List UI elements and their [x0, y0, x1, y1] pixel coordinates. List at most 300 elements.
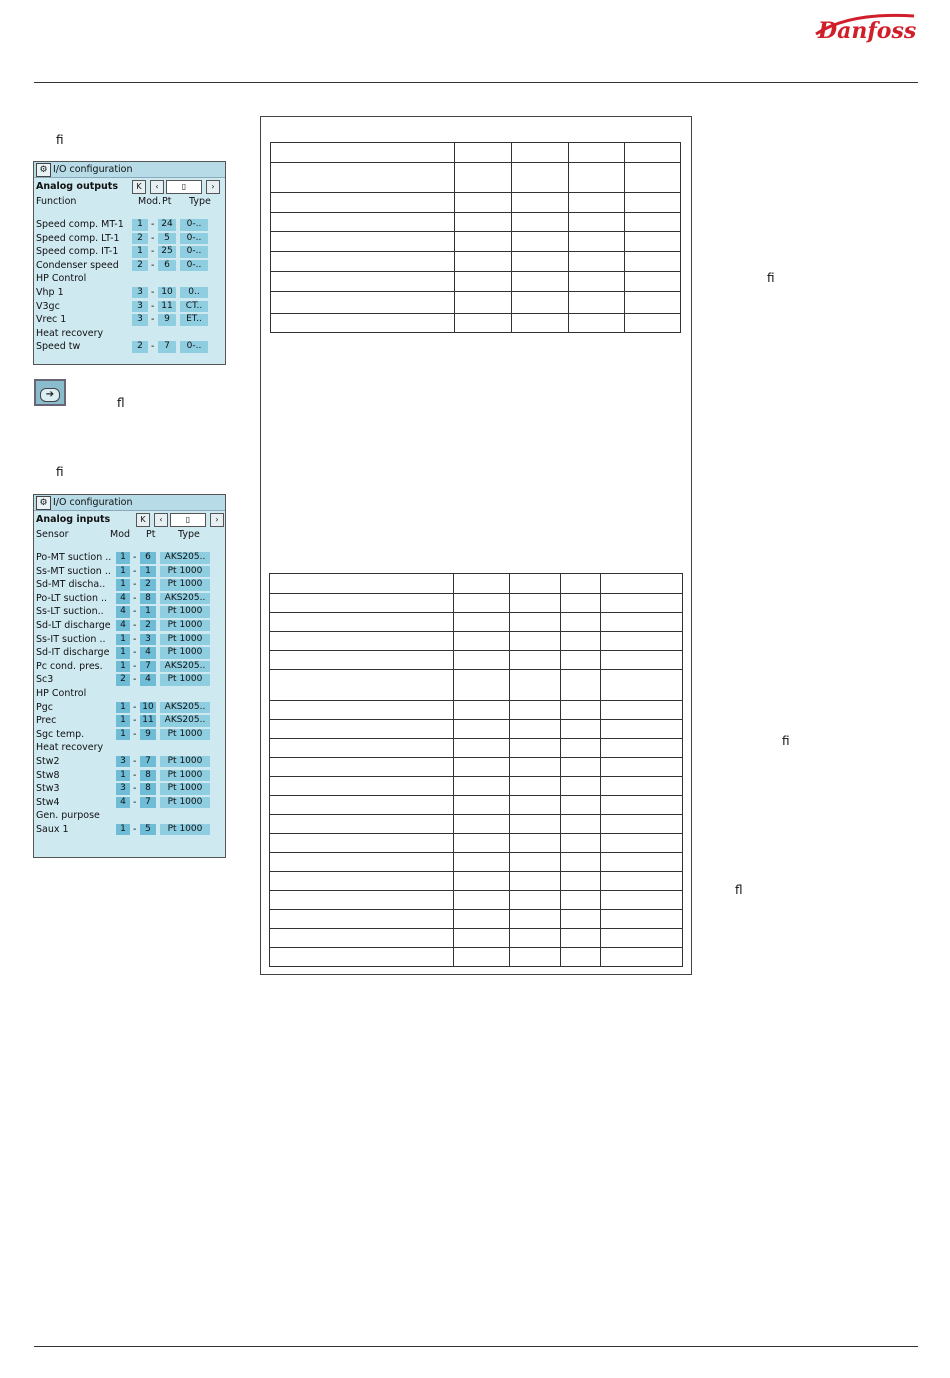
table-cell [509, 739, 560, 758]
table-cell [568, 213, 625, 232]
type-field[interactable]: AKS205.. [160, 715, 210, 727]
io-row[interactable] [34, 673, 225, 687]
separator: - [133, 579, 137, 591]
table-cell [271, 252, 455, 272]
table-cell [270, 777, 454, 796]
io-row[interactable] [34, 660, 225, 674]
table-cell [560, 891, 601, 910]
table-cell [560, 796, 601, 815]
point-field[interactable]: 7 [140, 661, 156, 673]
module-field[interactable]: 3 [132, 301, 148, 313]
io-row[interactable] [34, 592, 225, 606]
module-field[interactable]: 1 [132, 219, 148, 231]
table-cell [270, 815, 454, 834]
table-cell [271, 193, 455, 213]
table-cell [270, 632, 454, 651]
table-cell [509, 796, 560, 815]
separator: - [133, 796, 137, 808]
table-cell [601, 891, 683, 910]
io-label: Sd-LT discharge [36, 619, 111, 631]
table-cell [455, 314, 512, 333]
table-cell [271, 314, 455, 333]
io-row[interactable] [34, 218, 225, 232]
gear-icon[interactable]: ⚙ [36, 496, 51, 510]
header-function: Function [36, 196, 77, 207]
table-cell [625, 292, 681, 314]
separator: - [133, 674, 137, 686]
point-field[interactable]: 6 [158, 260, 176, 272]
table-cell [454, 777, 510, 796]
table-row [271, 252, 681, 272]
table-cell [509, 834, 560, 853]
io-row[interactable] [34, 340, 225, 354]
io-row[interactable] [34, 551, 225, 565]
separator: - [151, 314, 155, 326]
table-row [270, 910, 683, 929]
table-cell [270, 701, 454, 720]
table-cell [509, 613, 560, 632]
io-row[interactable] [34, 728, 225, 742]
table-row [270, 670, 683, 701]
point-field[interactable]: 9 [158, 314, 176, 326]
table-cell [601, 853, 683, 872]
separator: - [151, 341, 155, 353]
header-type: Type [178, 529, 200, 540]
separator: - [151, 286, 155, 298]
table-cell [454, 594, 510, 613]
table-cell [271, 272, 455, 292]
table-cell [509, 948, 560, 967]
page-slider[interactable]: ▯ [170, 513, 206, 527]
type-field[interactable]: Pt 1000 [160, 797, 210, 809]
table-row [271, 163, 681, 193]
table-cell [625, 143, 681, 163]
module-field[interactable]: 1 [116, 702, 130, 714]
table-row [271, 272, 681, 292]
table-cell [601, 815, 683, 834]
table-row [271, 143, 681, 163]
table-row [270, 948, 683, 967]
point-field[interactable]: 8 [140, 593, 156, 605]
header-sensor: Sensor [36, 529, 69, 540]
table-cell [625, 252, 681, 272]
table-cell [511, 252, 568, 272]
table-cell [601, 739, 683, 758]
separator: - [151, 259, 155, 271]
table-cell [454, 632, 510, 651]
table-cell [454, 758, 510, 777]
table-cell [601, 594, 683, 613]
table-cell [270, 872, 454, 891]
table-cell [625, 314, 681, 333]
table-cell [560, 910, 601, 929]
table-row [270, 701, 683, 720]
table-cell [560, 815, 601, 834]
io-label: Ss-MT suction .. [36, 565, 111, 577]
io-label: Stw3 [36, 783, 60, 795]
table-cell [560, 651, 601, 670]
point-field[interactable]: 24 [158, 219, 176, 231]
separator: - [133, 633, 137, 645]
table-cell [509, 758, 560, 777]
table-cell [568, 272, 625, 292]
io-label: Sd-IT discharge [36, 647, 110, 659]
module-field[interactable]: 1 [116, 647, 130, 659]
io-label: Sd-MT discha.. [36, 579, 106, 591]
io-row[interactable] [34, 701, 225, 715]
column-headers [34, 528, 225, 542]
module-field[interactable]: 1 [116, 824, 130, 836]
module-field[interactable]: 3 [132, 314, 148, 326]
table-cell [509, 720, 560, 739]
type-field[interactable]: AKS205.. [160, 702, 210, 714]
type-field[interactable]: Pt 1000 [160, 729, 210, 741]
type-field[interactable]: Pt 1000 [160, 756, 210, 768]
io-row[interactable] [34, 286, 225, 300]
table-cell [625, 232, 681, 252]
point-field[interactable]: 2 [140, 579, 156, 591]
table-cell [270, 651, 454, 670]
type-field[interactable]: 0-.. [180, 246, 208, 258]
header-rule [34, 82, 918, 83]
table-row [270, 739, 683, 758]
io-row[interactable] [34, 259, 225, 273]
io-row[interactable] [34, 782, 225, 796]
table-cell [601, 574, 683, 594]
table-cell [625, 163, 681, 193]
module-field[interactable]: 4 [116, 620, 130, 632]
point-field[interactable]: 8 [140, 783, 156, 795]
module-field[interactable]: 1 [116, 715, 130, 727]
table-row [270, 613, 683, 632]
io-row[interactable] [34, 245, 225, 259]
io-group-header [34, 741, 225, 755]
io-row[interactable] [34, 300, 225, 314]
io-label: Saux 1 [36, 823, 69, 835]
table-cell [271, 213, 455, 232]
io-row[interactable] [34, 796, 225, 810]
table-cell [455, 143, 512, 163]
type-field[interactable]: CT.. [180, 301, 208, 313]
table-cell [454, 720, 510, 739]
io-label: Vrec 1 [36, 314, 67, 326]
table-cell [560, 574, 601, 594]
table-cell [454, 834, 510, 853]
table-cell [271, 232, 455, 252]
module-field[interactable]: 4 [116, 593, 130, 605]
io-label: Heat recovery [36, 327, 104, 339]
table-cell [511, 314, 568, 333]
separator: - [133, 660, 137, 672]
type-field[interactable]: AKS205.. [160, 661, 210, 673]
type-field[interactable]: AKS205.. [160, 552, 210, 564]
table-cell [270, 594, 454, 613]
table-cell [601, 910, 683, 929]
type-field[interactable]: AKS205.. [160, 593, 210, 605]
ligature-fl: ﬂ [117, 396, 125, 410]
table-cell [455, 193, 512, 213]
type-field[interactable]: 0-.. [180, 233, 208, 245]
footer-rule [34, 1346, 918, 1347]
table-cell [568, 232, 625, 252]
table-cell [601, 613, 683, 632]
ligature-fi: ﬁ [56, 465, 64, 479]
table-cell [509, 815, 560, 834]
table-cell [509, 872, 560, 891]
ligature-fi: ﬁ [782, 734, 790, 748]
table-cell [454, 670, 510, 701]
table-cell [568, 163, 625, 193]
type-field[interactable]: 0-.. [180, 341, 208, 353]
outputs-table [270, 142, 681, 333]
danfoss-logo [810, 4, 920, 48]
point-field[interactable]: 8 [140, 770, 156, 782]
point-field[interactable]: 7 [140, 797, 156, 809]
module-field[interactable]: 1 [116, 579, 130, 591]
type-field[interactable]: Pt 1000 [160, 674, 210, 686]
module-field[interactable]: 1 [132, 246, 148, 258]
point-field[interactable]: 1 [140, 566, 156, 578]
point-field[interactable]: 3 [140, 634, 156, 646]
table-cell [509, 777, 560, 796]
table-row [270, 796, 683, 815]
io-row[interactable] [34, 769, 225, 783]
next-page-icon[interactable]: › [210, 513, 224, 527]
first-page-icon[interactable]: K [132, 180, 146, 194]
point-field[interactable]: 1 [140, 606, 156, 618]
point-field[interactable]: 7 [158, 341, 176, 353]
table-cell [454, 701, 510, 720]
prev-page-icon[interactable]: ‹ [150, 180, 164, 194]
module-field[interactable]: 1 [116, 770, 130, 782]
table-cell [270, 929, 454, 948]
point-field[interactable]: 2 [140, 620, 156, 632]
io-label: Vhp 1 [36, 286, 64, 298]
type-field[interactable]: 0-.. [180, 219, 208, 231]
header-pt: Pt [146, 529, 156, 540]
header-mod: Mod. [138, 196, 162, 207]
enter-button[interactable] [34, 379, 66, 406]
io-label: Stw8 [36, 769, 60, 781]
next-page-icon[interactable]: › [206, 180, 220, 194]
first-page-icon[interactable]: K [136, 513, 150, 527]
io-row[interactable] [34, 578, 225, 592]
io-row[interactable] [34, 633, 225, 647]
type-field[interactable]: Pt 1000 [160, 634, 210, 646]
io-row[interactable] [34, 605, 225, 619]
type-field[interactable]: Pt 1000 [160, 620, 210, 632]
table-cell [271, 143, 455, 163]
table-cell [454, 929, 510, 948]
table-cell [271, 292, 455, 314]
table-row [270, 891, 683, 910]
point-field[interactable]: 4 [140, 674, 156, 686]
table-cell [270, 796, 454, 815]
table-cell [568, 193, 625, 213]
separator: - [133, 606, 137, 618]
ligature-fi: ﬁ [56, 133, 64, 147]
table-cell [601, 777, 683, 796]
io-row[interactable] [34, 565, 225, 579]
table-cell [568, 292, 625, 314]
type-field[interactable]: Pt 1000 [160, 606, 210, 618]
table-row [270, 632, 683, 651]
io-label: Gen. purpose [36, 810, 100, 822]
column-headers [34, 195, 225, 209]
separator: - [133, 715, 137, 727]
io-label: Heat recovery [36, 742, 104, 754]
point-field[interactable]: 5 [158, 233, 176, 245]
module-field[interactable]: 2 [116, 674, 130, 686]
table-cell [509, 632, 560, 651]
io-row[interactable] [34, 313, 225, 327]
module-field[interactable]: 1 [116, 566, 130, 578]
separator: - [133, 769, 137, 781]
io-row[interactable] [34, 646, 225, 660]
module-field[interactable]: 1 [116, 634, 130, 646]
table-row [271, 193, 681, 213]
table-cell [560, 613, 601, 632]
io-group-header [34, 687, 225, 701]
table-cell [560, 872, 601, 891]
io-label: Speed comp. LT-1 [36, 232, 120, 244]
table-row [270, 574, 683, 594]
type-field[interactable]: Pt 1000 [160, 647, 210, 659]
io-label: Sgc temp. [36, 728, 85, 740]
table-cell [560, 758, 601, 777]
table-cell [625, 193, 681, 213]
module-field[interactable]: 4 [116, 797, 130, 809]
table-row [270, 777, 683, 796]
table-cell [455, 232, 512, 252]
type-field[interactable]: Pt 1000 [160, 783, 210, 795]
table-cell [454, 815, 510, 834]
table-cell [454, 891, 510, 910]
module-field[interactable]: 3 [132, 287, 148, 299]
separator: - [133, 783, 137, 795]
table-cell [601, 929, 683, 948]
table-cell [270, 574, 454, 594]
point-field[interactable]: 7 [140, 756, 156, 768]
table-cell [560, 834, 601, 853]
io-label: Condenser speed [36, 259, 119, 271]
type-field[interactable]: Pt 1000 [160, 770, 210, 782]
table-cell [270, 853, 454, 872]
table-cell [455, 163, 512, 193]
table-cell [455, 213, 512, 232]
screen-titlebar [34, 162, 225, 178]
screen-subtitle: Analog inputs [36, 514, 111, 525]
table-cell [601, 758, 683, 777]
table-cell [454, 872, 510, 891]
table-cell [270, 891, 454, 910]
table-frame [260, 116, 692, 975]
module-field[interactable]: 1 [116, 552, 130, 564]
table-cell [560, 720, 601, 739]
io-label: HP Control [36, 687, 87, 699]
table-cell [455, 292, 512, 314]
module-field[interactable]: 4 [116, 606, 130, 618]
point-field[interactable]: 6 [140, 552, 156, 564]
table-cell [270, 613, 454, 632]
table-cell [625, 213, 681, 232]
table-row [270, 651, 683, 670]
table-cell [270, 758, 454, 777]
io-row[interactable] [34, 714, 225, 728]
type-field[interactable]: Pt 1000 [160, 579, 210, 591]
table-row [270, 758, 683, 777]
table-cell [509, 891, 560, 910]
module-field[interactable]: 3 [116, 756, 130, 768]
io-label: Sc3 [36, 674, 54, 686]
separator: - [133, 728, 137, 740]
io-label: Ss-LT suction.. [36, 606, 104, 618]
inputs-table [269, 573, 683, 967]
table-cell [560, 632, 601, 651]
separator: - [133, 592, 137, 604]
type-field[interactable]: Pt 1000 [160, 824, 210, 836]
module-field[interactable]: 2 [132, 233, 148, 245]
point-field[interactable]: 9 [140, 729, 156, 741]
point-field[interactable]: 10 [158, 287, 176, 299]
separator: - [151, 219, 155, 230]
type-field[interactable]: 0.. [180, 287, 208, 299]
prev-page-icon[interactable]: ‹ [154, 513, 168, 527]
module-field[interactable]: 2 [132, 260, 148, 272]
table-cell [509, 929, 560, 948]
type-field[interactable]: ET.. [180, 314, 208, 326]
point-field[interactable]: 4 [140, 647, 156, 659]
header-pt: Pt [162, 196, 172, 207]
io-row[interactable] [34, 619, 225, 633]
table-cell [455, 252, 512, 272]
svg-text:Danfoss: Danfoss [818, 18, 917, 44]
module-field[interactable]: 1 [116, 661, 130, 673]
point-field[interactable]: 11 [140, 715, 156, 727]
gear-icon[interactable]: ⚙ [36, 163, 51, 177]
io-row[interactable] [34, 232, 225, 246]
point-field[interactable]: 5 [140, 824, 156, 836]
screen-subtitle: Analog outputs [36, 181, 119, 192]
table-cell [560, 670, 601, 701]
analog-outputs-screen [33, 161, 226, 365]
table-cell [509, 574, 560, 594]
module-field[interactable]: 1 [116, 729, 130, 741]
io-label: Prec [36, 715, 57, 727]
table-cell [509, 651, 560, 670]
io-row[interactable] [34, 755, 225, 769]
io-label: Pgc [36, 701, 53, 713]
separator: - [133, 565, 137, 577]
point-field[interactable]: 10 [140, 702, 156, 714]
page-slider[interactable]: ▯ [166, 180, 202, 194]
io-label: Po-LT suction .. [36, 592, 108, 604]
type-field[interactable]: Pt 1000 [160, 566, 210, 578]
table-cell [568, 314, 625, 333]
type-field[interactable]: 0-.. [180, 260, 208, 272]
table-cell [560, 594, 601, 613]
io-row[interactable] [34, 823, 225, 837]
io-group-header [34, 809, 225, 823]
table-cell [454, 853, 510, 872]
io-label: Pc cond. pres. [36, 660, 103, 672]
point-field[interactable]: 25 [158, 246, 176, 258]
module-field[interactable]: 2 [132, 341, 148, 353]
table-cell [509, 701, 560, 720]
point-field[interactable]: 11 [158, 301, 176, 313]
module-field[interactable]: 3 [116, 783, 130, 795]
table-cell [270, 739, 454, 758]
